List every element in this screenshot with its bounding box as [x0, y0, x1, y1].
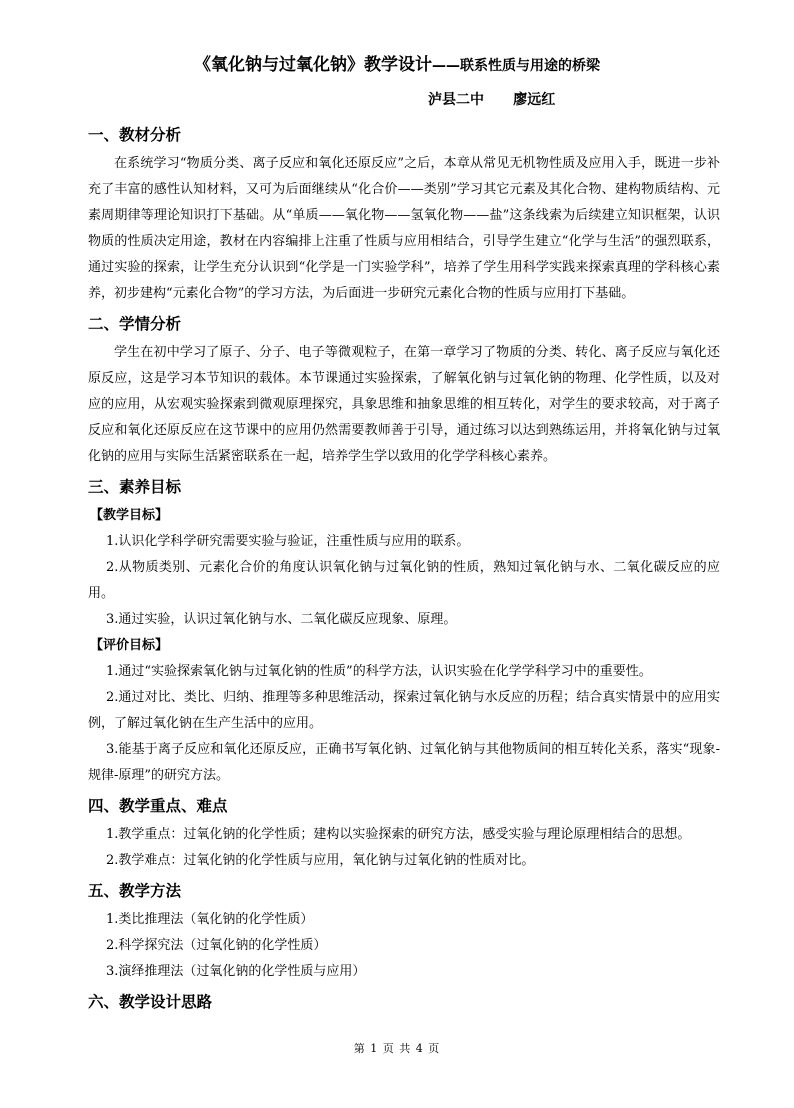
page-footer: 第 1 页 共 4 页 [353, 1042, 441, 1055]
title-subtitle: ——联系性质与用途的桥梁 [432, 58, 600, 74]
document-body [88, 118, 720, 1018]
document-title [0, 50, 794, 75]
evaluation-goal-item: 1.通过“实验探索氧化钠与过氧化钠的性质”的科学方法，认识实验在化学学科学习中的重要性。 [106, 664, 652, 679]
section-heading-design-ideas: 六、教学设计思路 [88, 993, 213, 1011]
difficult-point-item: 2.教学难点：过氧化钠的化学性质与应用，氧化钠与过氧化钠的性质对比。 [106, 853, 535, 868]
teaching-goals-tag: 【教学目标】 [90, 508, 169, 523]
teaching-method-item: 3.演绎推理法（过氧化钠的化学性质与应用） [106, 964, 366, 979]
section-heading-student-analysis: 二、学情分析 [88, 315, 182, 333]
section-heading-textbook-analysis: 一、教材分析 [88, 126, 182, 144]
section-heading-teaching-methods: 五、教学方法 [88, 882, 182, 900]
paragraph-textbook-analysis: 在系统学习“物质分类、离子反应和氧化还原反应”之后，本章从常见无机物性质及应用入手，既进一步补充了丰富的感性认知材料，又可为后面继续从“化合价——类别”学习其它元素及其化合物、建构物质结构、元素周期律等理论知识打下基础。从“单质——氧化物——氢氧化物——盐”这条线索为后续建立知识框架，认识物质的性质决定用途，教材在内容编排上注重了性质与应用相结合，引导学生建立“化学与生活”的强烈联系，通过实验的探索，让学生充分认识到“化学是一门实验学科”，培养了学生用科学实践来探索真理的学科核心素养，初步建构“元素化合物”的学习方法，为后面进一步研究元素化合物的性质与应用打下基础。 [88, 156, 720, 301]
paragraph-student-analysis: 学生在初中学习了原子、分子、电子等微观粒子，在第一章学习了物质的分类、转化、离子反应与氧化还原反应，这是学习本节知识的载体。本节课通过实验探索，了解氧化钠与过氧化钠的物理、化学性质，以及对应的应用，从宏观实验探索到微观原理探究，具象思维和抽象思维的相互转化，对学生的要求较高，对于离子反应和氧化还原反应在这节课中的应用仍然需要教师善于引导，通过练习以达到熟练运用，并将氧化钠与过氧化钠的应用与实际生活紧密联系在一起，培养学生学以致用的化学学科核心素养。 [88, 345, 720, 464]
section-heading-key-difficult-points: 四、教学重点、难点 [88, 797, 228, 815]
key-point-item: 1.教学重点：过氧化钠的化学性质；建构以实验探索的研究方法，感受实验与理论原理相结合的思想。 [106, 827, 691, 842]
teaching-goal-item: 3.通过实验，认识过氧化钠与水、二氧化碳反应现象、原理。 [106, 612, 457, 627]
teaching-method-item: 1.类比推理法（氧化钠的化学性质） [106, 912, 314, 927]
teaching-goal-item: 2.从物质类别、元素化合价的角度认识氧化钠与过氧化钠的性质，熟知过氧化钠与水、二氧化碳反应的应用。 [88, 560, 720, 601]
author-line: 泸县二中 廖远红 [428, 92, 556, 108]
evaluation-goal-item: 2.通过对比、类比、归纳、推理等多种思维活动，探索过氧化钠与水反应的历程；结合真实情景中的应用实例，了解过氧化钠在生产生活中的应用。 [88, 690, 720, 731]
evaluation-goal-item: 3.能基于离子反应和氧化还原反应，正确书写氧化钠、过氧化钠与其他物质间的相互转化关系，落实“现象-规律-原理”的研究方法。 [88, 742, 720, 783]
title-main: 《氧化钠与过氧化钠》教学设计 [194, 55, 432, 75]
teaching-method-item: 2.科学探究法（过氧化钠的化学性质） [106, 938, 327, 953]
evaluation-goals-tag: 【评价目标】 [90, 638, 169, 653]
section-heading-literacy-goals: 三、素养目标 [88, 478, 182, 496]
teaching-goal-item: 1.认识化学科学研究需要实验与验证，注重性质与应用的联系。 [106, 534, 470, 549]
